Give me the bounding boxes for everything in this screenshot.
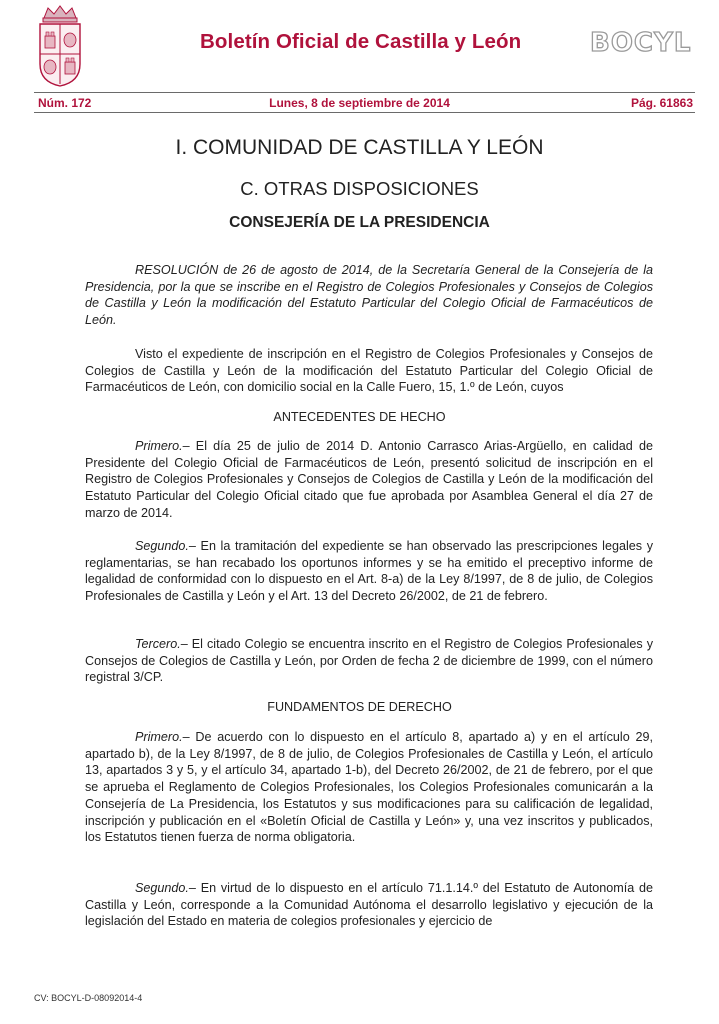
header-top-rule bbox=[34, 92, 695, 93]
clause-label: Segundo.– bbox=[135, 539, 196, 553]
page-number: Pág. 61863 bbox=[630, 96, 693, 110]
department-heading: CONSEJERÍA DE LA PRESIDENCIA bbox=[229, 214, 490, 231]
clause-label: Primero.– bbox=[135, 439, 190, 453]
clause-label: Primero.– bbox=[135, 730, 190, 744]
intro-paragraph: Visto el expediente de inscripción en el Registro de Colegios Profesionales y Consejos de Colegios de Castilla y León de la modificación del Estatuto Particular del Colegio Oficial de Farmacéuticos de León, con domicilio social en la Calle Fuero, 15, 1.º de León, cuyos bbox=[85, 347, 653, 395]
antecedente-tercero bbox=[85, 636, 653, 686]
bocyl-brand-logo: BOCYL bbox=[590, 28, 692, 58]
cv-verification-code: CV: BOCYL-D-08092014-4 bbox=[34, 993, 143, 1003]
bulletin-title: Boletín Oficial de Castilla y León bbox=[200, 30, 522, 53]
header-bottom-rule bbox=[34, 112, 695, 113]
resolution-summary: RESOLUCIÓN de 26 de agosto de 2014, de la Secretaría General de la Consejería de la Presidencia, por la que se inscribe en el Registro de Colegios Profesionales y Consejos de Colegios de Castilla y León la modificación del Estatuto Particular del Colegio Oficial de Farmacéuticos de León. bbox=[85, 263, 653, 328]
clause-text: El día 25 de julio de 2014 D. Antonio Carrasco Arias-Argüello, en calidad de Presidente del Colegio Oficial de Farmacéuticos de León, presentó solicitud de inscripción en el Registro de Colegios Profesionales y Consejos de Colegios de Castilla y León de la modificación del Estatuto Particular del Colegio Oficial citado que fue aprobada por Asamblea General el día 27 de marzo de 2014. bbox=[85, 439, 653, 520]
clause-text: El citado Colegio se encuentra inscrito en el Registro de Colegios Profesionales y Consejos de Colegios de Castilla y León, por Orden de fecha 2 de diciembre de 1999, con el número registral 3/CP. bbox=[85, 637, 653, 685]
clause-text: De acuerdo con lo dispuesto en el artículo 8, apartado a) y en el artículo 29, apartado b), de la Ley 8/1997, de 8 de julio, de Colegios Profesionales de Castilla y León, el artículo 13, apartados 3 y 5, y el artículo 34, apartado 1-b), del Decreto 26/2002, de 21 de febrero, por el que se aprueba el Reglamento de Colegios Profesionales, los Colegios Profesionales comunicarán a la Consejería de La Presidencia, los Estatutos y sus modificaciones para su calificación de legalidad, inscripción y publicación en el «Boletín Oficial de Castilla y León» y, una vez inscritos y publicados, los Estatutos tienen fuerza de norma obligatoria. bbox=[85, 730, 653, 845]
fundamento-primero bbox=[85, 729, 653, 846]
subsection-heading: C. OTRAS DISPOSICIONES bbox=[240, 178, 479, 199]
clause-text: En virtud de lo dispuesto en el artículo 71.1.14.º del Estatuto de Autonomía de Castilla y León, corresponde a la Comunidad Autónoma el desarrollo legislativo y ejecución de la legislación del Estado en materia de colegios profesionales y ejercicio de bbox=[85, 881, 653, 929]
antecedente-primero bbox=[85, 438, 653, 522]
issue-number: Núm. 172 bbox=[38, 96, 92, 110]
issue-date: Lunes, 8 de septiembre de 2014 bbox=[269, 96, 450, 110]
clause-text: En la tramitación del expediente se han observado las prescripciones legales y reglamentarias, se han recabado los oportunos informes y se ha emitido el preceptivo informe de legalidad de conformidad con lo dispuesto en el Art. 8-a) de la Ley 8/1997, de 8 de julio, de Colegios Profesionales de Castilla y León y el Art. 13 del Decreto 26/2002, de 21 de febrero. bbox=[85, 539, 653, 604]
section-heading: I. COMUNIDAD DE CASTILLA Y LEÓN bbox=[175, 136, 544, 159]
clause-label: Segundo.– bbox=[135, 881, 196, 895]
antecedentes-heading: ANTECEDENTES DE HECHO bbox=[273, 410, 446, 424]
fundamento-segundo bbox=[85, 880, 653, 930]
antecedente-segundo bbox=[85, 538, 653, 605]
fundamentos-heading: FUNDAMENTOS DE DERECHO bbox=[267, 700, 452, 714]
coat-of-arms-logo bbox=[30, 4, 90, 88]
clause-label: Tercero.– bbox=[135, 637, 188, 651]
